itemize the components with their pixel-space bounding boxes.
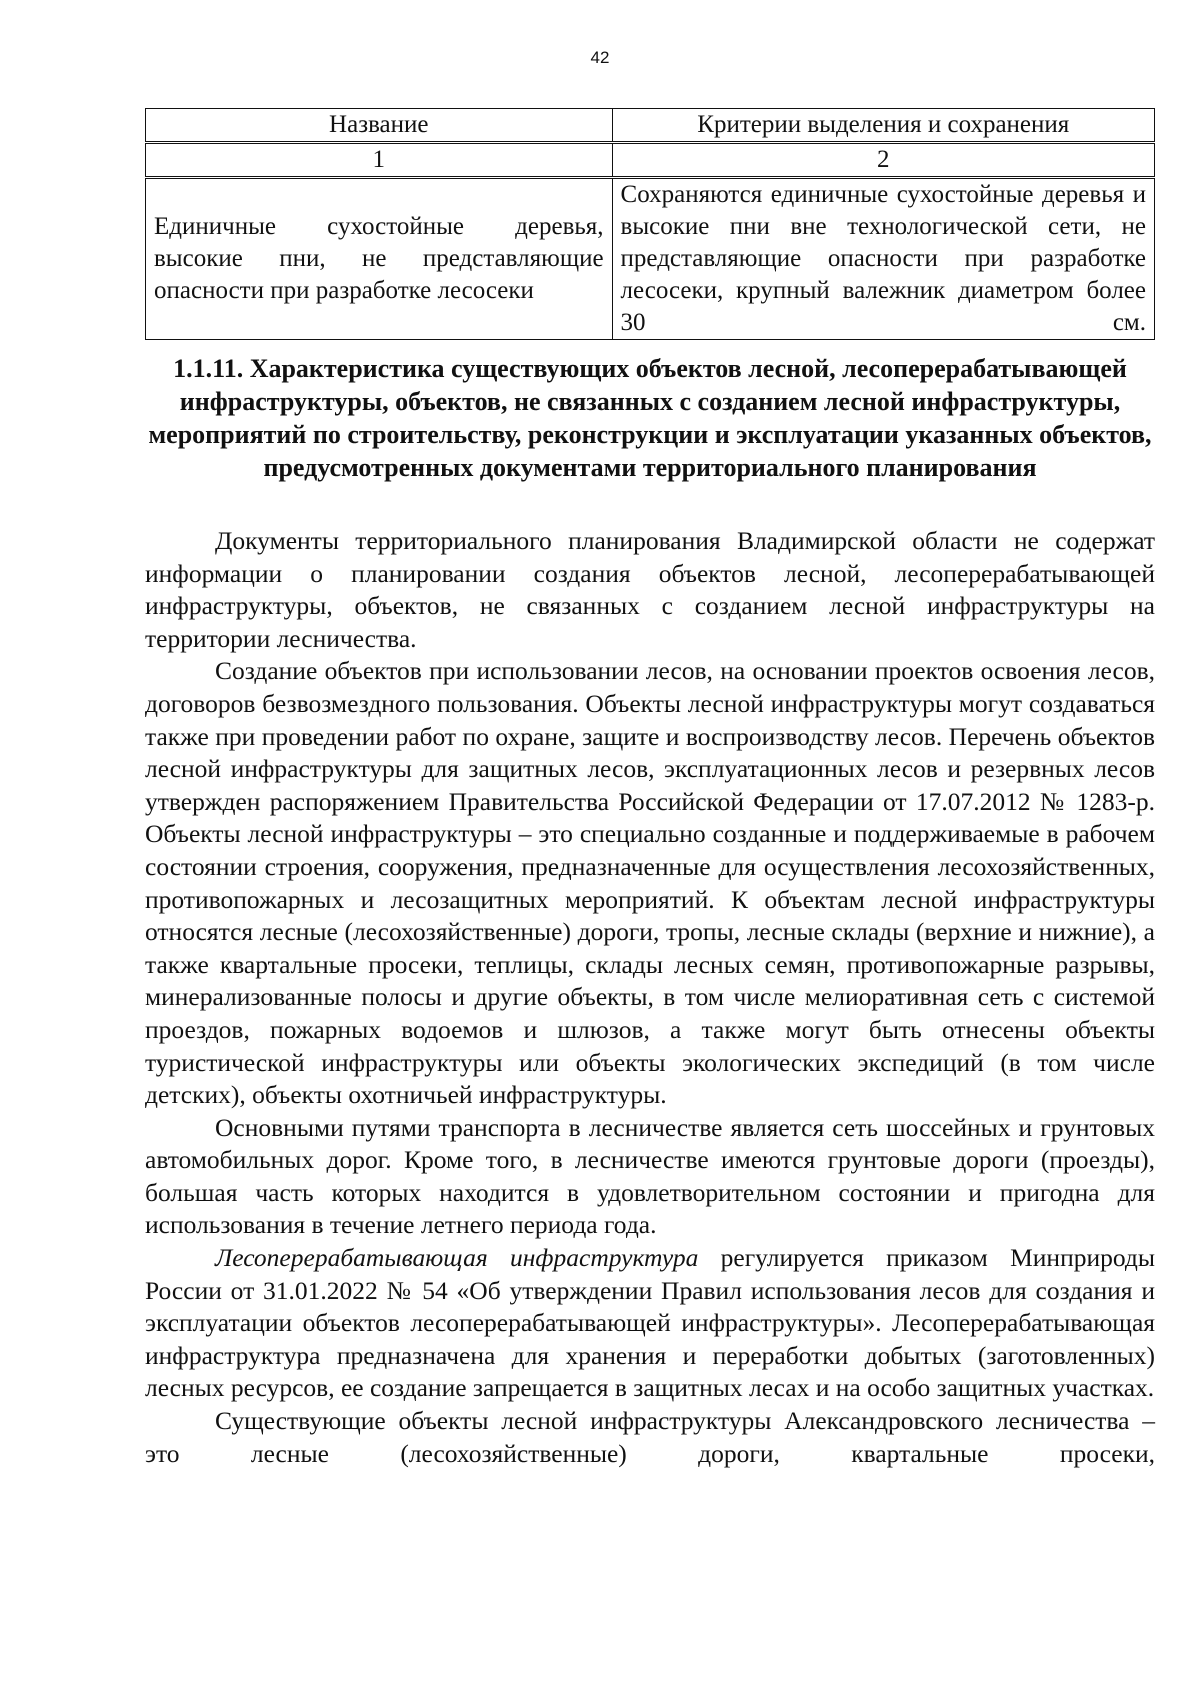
paragraph: Существующие объекты лесной инфраструктуры Александровского лесничества – это лесные (лесохозяйственные) дороги, квартальные просеки, (145, 1406, 1155, 1468)
page-number: 42 (590, 48, 610, 67)
table-column-numbers-row (146, 143, 1155, 178)
section-heading: 1.1.11. Характеристика существующих объектов лесной, лесоперерабатывающей инфраструктуры, объектов, не связанных с созданием лесной инфраструктуры, мероприятий по строительству, реконструкции и эксплуатации указанных объектов, предусмотренных документами территориального планирования (148, 354, 1152, 482)
paragraph: Документы территориального планирования Владимирской области не содержат информации о планировании создания объектов лесной, лесоперерабатывающей инфраструктуры, объектов, не связанных с созданием лесной инфраструктуры на территории лесничества. (145, 526, 1155, 653)
column-header-criteria: Критерии выделения и сохранения (612, 109, 1154, 143)
criteria-table (145, 108, 1155, 340)
italic-term: Лесоперерабатывающая инфраструктура (215, 1243, 699, 1273)
paragraph (145, 1242, 1155, 1405)
paragraph-text: регулируется приказом Минприроды России от 31.01.2022 № 54 «Об утверждении Правил использования лесов для создания и эксплуатации объектов лесоперерабатывающей инфраструктуры». Лесоперерабатывающая инфраструктура предназначена для хранения и переработки добытых (заготовленных) лесных ресурсов, ее создание запрещается в защитных лесах и на особо защитных участках. (145, 1243, 1155, 1403)
table-cell-name: Единичные сухостойные деревья, высокие пни, не представляющие опасности при разработке лесосеки (146, 178, 613, 340)
body-text (145, 525, 1155, 1470)
column-header-name: Название (146, 109, 613, 143)
column-number-2: 2 (612, 143, 1154, 178)
table-cell-criteria: Сохраняются единичные сухостойные деревья и высокие пни вне технологической сети, не представляющие опасности при разработке лесосеки, крупный валежник диаметром более 30 см. (612, 178, 1154, 340)
paragraph: Основными путями транспорта в лесничестве является сеть шоссейных и грунтовых автомобильных дорог. Кроме того, в лесничестве имеются грунтовые дороги (проезды), большая часть которых находится в удовлетворительном состоянии и пригодна для использования в течение летнего периода года. (145, 1112, 1155, 1240)
column-number-1: 1 (146, 143, 613, 178)
table-header-row (146, 109, 1155, 143)
paragraph: Создание объектов при использовании лесов, на основании проектов освоения лесов, договоров безвозмездного пользования. Объекты лесной инфраструктуры могут создаваться также при проведении работ по охране, защите и воспроизводству лесов. Перечень объектов лесной инфраструктуры для защитных лесов, эксплуатационных лесов и резервных лесов утвержден распоряжением Правительства Российской Федерации от 17.07.2012 № 1283-р. Объекты лесной инфраструктуры – это специально созданные и поддерживаемые в рабочем состоянии строения, сооружения, предназначенные для осуществления лесохозяйственных, противопожарных и лесозащитных мероприятий. К объектам лесной инфраструктуры относятся лесные (лесохозяйственные) дороги, тропы, лесные склады (верхние и нижние), а также квартальные просеки, теплицы, склады лесных семян, противопожарные разрывы, минерализованные полосы и другие объекты, в том числе мелиоративная сеть с системой проездов, пожарных водоемов и шлюзов, а также могут быть отнесены объекты туристической инфраструктуры или объекты экологических экспедиций (в том числе детских), объекты охотничьей инфраструктуры. (145, 656, 1155, 1110)
table-row (146, 178, 1155, 340)
